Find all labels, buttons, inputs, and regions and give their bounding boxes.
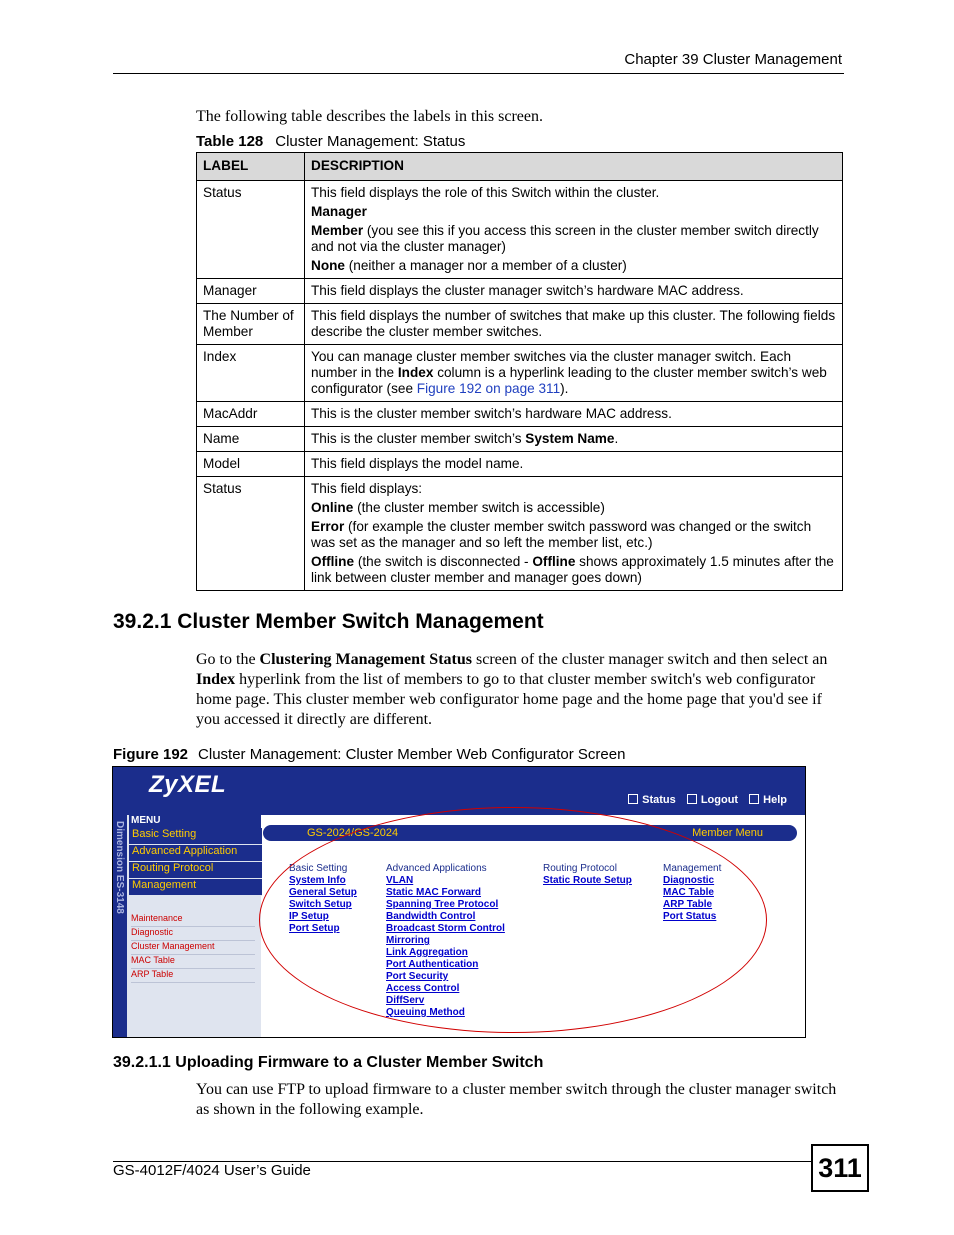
desc-line	[311, 554, 836, 586]
figure-number: Figure 192	[113, 746, 189, 763]
desc-text: .	[614, 431, 619, 446]
table-row	[197, 345, 843, 402]
para-text: Go to the	[196, 651, 260, 668]
chapter-header: Chapter 39 Cluster Management	[624, 51, 842, 68]
desc-line	[311, 500, 836, 516]
link-static-mac-forward[interactable]: Static MAC Forward	[386, 887, 482, 898]
link-link-aggregation[interactable]: Link Aggregation	[386, 947, 468, 958]
table-row	[197, 427, 843, 452]
figure-title: Cluster Management: Cluster Member Web Configurator Screen	[198, 746, 626, 763]
term: None	[311, 258, 345, 273]
link-ip-setup[interactable]: IP Setup	[289, 911, 329, 922]
menu-management[interactable]: Management	[129, 879, 262, 896]
logout-icon	[687, 794, 697, 804]
term: Error	[311, 519, 345, 534]
link-general-setup[interactable]: General Setup	[289, 887, 357, 898]
menu-cluster-management[interactable]: Cluster Management	[131, 941, 255, 955]
logout-link[interactable]	[687, 794, 738, 806]
desc-line	[311, 519, 836, 551]
zyxel-logo: ZyXEL	[149, 771, 227, 798]
status-icon	[628, 794, 638, 804]
highlight-ellipse	[259, 807, 767, 1033]
row-description	[305, 427, 843, 452]
link-port-status[interactable]: Port Status	[663, 911, 717, 922]
link-port-authentication[interactable]: Port Authentication	[386, 959, 479, 970]
para-term: Clustering Management Status	[259, 651, 472, 668]
link-diagnostic[interactable]: Diagnostic	[663, 875, 715, 886]
menu-advanced-application[interactable]: Advanced Application	[129, 845, 262, 862]
desc-line: This field displays the role of this Switch within the cluster.	[311, 185, 660, 200]
para-text: screen of the cluster manager switch and then select an	[471, 651, 828, 668]
row-label: The Number of Member	[197, 304, 305, 345]
desc-line	[311, 258, 836, 274]
column-head: Basic Setting	[289, 863, 348, 874]
table-title: Cluster Management: Status	[275, 133, 466, 150]
menu-title: MENU	[129, 815, 261, 828]
row-description	[305, 477, 843, 591]
label-table	[196, 152, 843, 591]
term: Offline	[311, 554, 355, 569]
link-spanning-tree[interactable]: Spanning Tree Protocol	[386, 899, 499, 910]
row-description	[305, 345, 843, 402]
desc-text: (the switch is disconnected -	[357, 554, 533, 569]
table-caption	[196, 133, 465, 150]
row-description: This field displays the cluster manager switch’s hardware MAC address.	[305, 279, 843, 304]
help-link[interactable]	[749, 794, 787, 806]
desc-text: You can manage cluster member switches via the cluster manager switch. Each number in the	[311, 349, 792, 380]
link-access-control[interactable]: Access Control	[386, 983, 460, 994]
desc-line	[311, 204, 836, 220]
row-label: Manager	[197, 279, 305, 304]
subsection-heading: 39.2.1.1 Uploading Firmware to a Cluster Member Switch	[113, 1054, 544, 1071]
section-paragraph	[196, 650, 844, 730]
para-text: hyperlink from the list of members to go to that cluster member switch's web configurator home page. This cluster member web configurator home page and the home page that you'd see if you accessed it directly are different.	[196, 671, 822, 728]
column-head: Advanced Applications	[386, 863, 487, 874]
link-switch-setup[interactable]: Switch Setup	[289, 899, 352, 910]
link-port-setup[interactable]: Port Setup	[289, 923, 340, 934]
term: Manager	[311, 204, 367, 219]
desc-text: (you see this if you access this screen in the cluster member switch directly and not via the cluster manager)	[311, 223, 819, 254]
menu-diagnostic[interactable]: Diagnostic	[131, 927, 255, 941]
header-rule	[113, 73, 844, 74]
link-vlan[interactable]: VLAN	[386, 875, 414, 886]
desc-text: This is the cluster member switch’s	[311, 431, 526, 446]
table-row	[197, 279, 843, 304]
member-menu-title: Member Menu	[692, 827, 763, 839]
desc-text: column is a hyperlink leading to the cluster member switch’s web configurator (see	[311, 365, 827, 396]
link-arp-table[interactable]: ARP Table	[663, 899, 713, 910]
intro-text: The following table describes the labels in this screen.	[196, 108, 544, 125]
menu-basic-setting[interactable]: Basic Setting	[129, 828, 262, 845]
link-port-security[interactable]: Port Security	[386, 971, 449, 982]
table-number: Table 128	[196, 133, 264, 150]
section-heading: 39.2.1 Cluster Member Switch Management	[113, 610, 544, 633]
row-label: Status	[197, 477, 305, 591]
link-broadcast-storm-control[interactable]: Broadcast Storm Control	[386, 923, 505, 934]
model-strip	[113, 815, 127, 1037]
description-header: DESCRIPTION	[305, 153, 843, 181]
term: Index	[397, 365, 434, 380]
row-label: Status	[197, 181, 305, 279]
term: Online	[311, 500, 354, 515]
link-queuing-method[interactable]: Queuing Method	[386, 1007, 465, 1018]
banner	[113, 767, 805, 815]
link-system-info[interactable]: System Info	[289, 875, 346, 886]
menu-mac-table[interactable]: MAC Table	[131, 955, 255, 969]
menu-maintenance[interactable]: Maintenance	[131, 913, 255, 927]
side-menu	[113, 815, 261, 1037]
desc-text: shows approximately 1.5 minutes after the link between cluster member and manager goes down)	[311, 554, 834, 585]
link-diffserv[interactable]: DiffServ	[386, 995, 425, 1006]
table-row	[197, 477, 843, 591]
row-description	[305, 181, 843, 279]
row-description: This field displays the model name.	[305, 452, 843, 477]
figure-caption	[113, 746, 625, 763]
desc-text: (neither a manager nor a member of a cluster)	[348, 258, 627, 273]
menu-routing-protocol[interactable]: Routing Protocol	[129, 862, 262, 879]
footer-guide-title: GS-4012F/4024 User’s Guide	[113, 1162, 311, 1179]
help-icon	[749, 794, 759, 804]
row-label: Model	[197, 452, 305, 477]
model-label: Dimension ES-3148	[114, 821, 125, 914]
desc-text: (the cluster member switch is accessible)	[357, 500, 605, 515]
table-row	[197, 452, 843, 477]
link-mirroring[interactable]: Mirroring	[386, 935, 430, 946]
desc-text: (for example the cluster member switch password was changed or the switch was set as the manager and so left the member list, etc.)	[311, 519, 812, 550]
column-head: Management	[663, 863, 722, 874]
row-description: This is the cluster member switch’s hardware MAC address.	[305, 402, 843, 427]
table-row	[197, 304, 843, 345]
link-mac-table[interactable]: MAC Table	[663, 887, 714, 898]
table-row	[197, 402, 843, 427]
switch-model: GS-2024/GS-2024	[307, 827, 399, 839]
status-label: Status	[642, 794, 676, 806]
status-link[interactable]	[628, 794, 676, 806]
table-header-row	[197, 153, 843, 181]
desc-line: This field displays:	[311, 481, 423, 496]
web-configurator-screenshot	[112, 766, 806, 1038]
help-label: Help	[763, 794, 787, 806]
link-static-route-setup[interactable]: Static Route Setup	[543, 875, 632, 886]
link-bandwidth-control[interactable]: Bandwidth Control	[386, 911, 476, 922]
desc-line	[311, 223, 836, 255]
subsection-paragraph: You can use FTP to upload firmware to a cluster member switch through the cluster manager switch as shown in the following example.	[196, 1081, 837, 1118]
term: Offline	[532, 554, 576, 569]
table-row	[197, 181, 843, 279]
term: System Name	[525, 431, 615, 446]
row-label: Name	[197, 427, 305, 452]
row-description: This field displays the number of switches that make up this cluster. The following fields describe the cluster member switches.	[305, 304, 843, 345]
top-links	[620, 794, 787, 806]
para-term: Index	[196, 671, 236, 688]
term: Member	[311, 223, 364, 238]
desc-text: ).	[560, 381, 569, 396]
row-label: MacAddr	[197, 402, 305, 427]
row-label: Index	[197, 345, 305, 402]
column-head: Routing Protocol	[543, 863, 617, 874]
page-number: 311	[811, 1144, 869, 1192]
label-header: LABEL	[197, 153, 305, 181]
logout-label: Logout	[700, 794, 739, 806]
menu-arp-table[interactable]: ARP Table	[131, 969, 255, 983]
figure-link[interactable]: Figure 192 on page 311	[416, 381, 561, 396]
